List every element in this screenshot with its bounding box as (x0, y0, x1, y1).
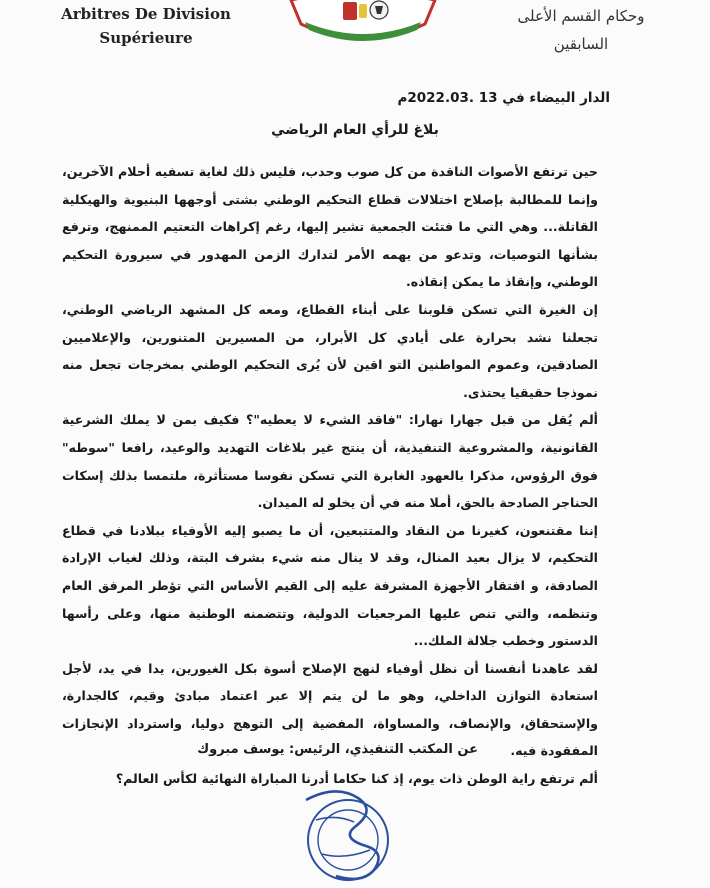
org-name-fr-line1: Arbitres De Division (61, 5, 231, 23)
document-body (62, 158, 598, 793)
org-name-arabic (466, 2, 696, 58)
paragraph-2: إن الغيرة التي تسكن قلوبنا على أبناء القطاع، ومعه كل المشهد الرياضي الوطني، تجعلنا نشد بحرارة على أيادي كل الأبرار، من المسيرين المتنورين، والإعلاميين الصادقين، وعموم المواطنين التو اقين لأن يُرى التحكيم الوطني بمخرجات تجعل منه نموذجا حقيقيا يحتذى. (62, 301, 598, 400)
org-name-ar-line1: وحكام القسم الأعلى (517, 7, 645, 25)
football-referee-logo-icon (283, 0, 443, 46)
document-date: الدار البيضاء في 13 .2022.03م (397, 90, 610, 106)
signature-office: عن المكتب التنفيذي، الرئيس: يوسف مبروك (197, 742, 478, 757)
paragraph-5: لقد عاهدنا أنفسنا أن نظل أوفياء لنهج الإصلاح أسوة بكل الغيورين، يدا في يد، لأجل استعادة التوازن الداخلي، وهو ما لن يتم إلا عبر اعتماد مبادئ وقيم، كالجدارة، والإستحقاق، والإنصاف، والمساواة، المفضية إلى التوهج دوليا، واسترداد الإنجازات المفقودة فيه. (62, 660, 598, 759)
org-name-french (26, 0, 266, 50)
org-name-ar-line2: السابقين (553, 35, 609, 53)
org-name-fr-line2: Supérieure (99, 29, 193, 47)
paragraph-4: إننا مقتنعون، كغيرنا من النقاد والمتتبعين، أن ما يصبو إليه الأوفياء ببلادنا في قطاع التحكيم، لا يزال بعيد المنال، وقد لا ينال منه شيء بشرف البتة، وذلك لغياب الإرادة الصادقة، و افتقار الأجهزة المشرفة عليه إلى القيم الأساس التي تؤطر المرفق العام وتنظمه، والتي تنص عليها المرجعيات الدولية، وتتضمنه الوطنية منها، وعلى رأسها الدستور وخطب جلالة الملك... (62, 522, 598, 649)
paragraph-3: ألم يُقل من قبل جهارا نهارا: "فاقد الشيء لا يعطيه"؟ فكيف بمن لا يملك الشرعية القانونية، والمشروعية التنفيذية، أن ينتج غير بلاغات التهديد والوعيد، رافعا "سوطه" فوق الرؤوس، مذكرا بالعهود الغابرة التي تسكن نفوسا مستأثرة، ملتمسا بذلك إسكات الحناجر الصادحة بالحق، أملا منه في أن يخلو له الميدان. (62, 412, 598, 511)
paragraph-6: ألم ترتفع راية الوطن ذات يوم، إذ كنا حكاما أدرنا المباراة النهائية لكأس العالم؟ (115, 771, 598, 787)
paragraph-1: حين ترتفع الأصوات الناقدة من كل صوب وحدب، فليس ذلك لغاية تسفيه أحلام الآخرين، وإنما للمطالبة بإصلاح اختلالات قطاع التحكيم الوطني بشتى أوجهها البنيوية والهيكلية القاتلة... وهي التي ما فتئت الجمعية تشير إليها، رغم إكراهات التعتيم الممنهج، وترفع بشأنها التوصيات، وتدعو من يهمه الأمر لتدارك الزمن المهدور في سيرورة التحكيم الوطني، وإنقاذ ما يمكن إنقاذه. (62, 164, 598, 290)
document-title: بلاغ للرأي العام الرياضي (271, 122, 439, 138)
stamp-signature-icon (296, 780, 396, 888)
